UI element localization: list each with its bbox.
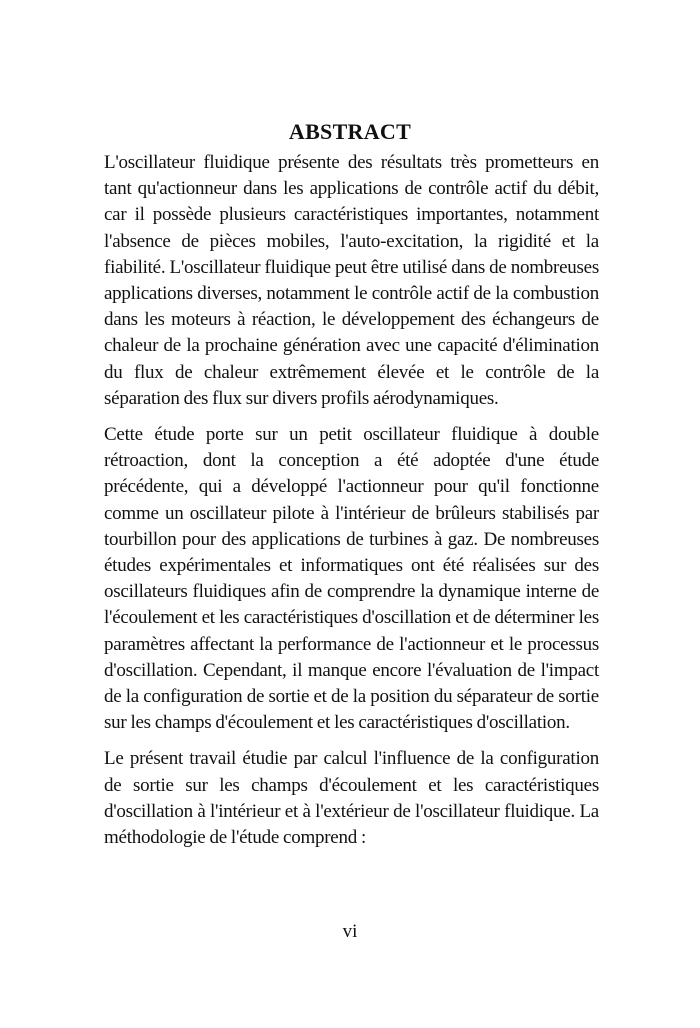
abstract-body	[104, 150, 599, 851]
page-number: vi	[342, 921, 358, 942]
paragraph-1: L'oscillateur fluidique présente des résultats très prometteurs en tant qu'actionneur dans les applications de contrôle actif du débit, car il possède plusieurs caractéristiques importantes, notamment l'absence de pièces mobiles, l'auto-excitation, la rigidité et la fiabilité. L'oscillateur fluidique peut être utilisé dans de nombreuses applications diverses, notamment le contrôle actif de la combustion dans les moteurs à réaction, le développement des échangeurs de chaleur de la prochaine génération avec une capacité d'élimination du flux de chaleur extrêmement élevée et le contrôle de la séparation des flux sur divers profils aérodynamiques.	[104, 152, 599, 409]
paragraph-2: Cette étude porte sur un petit oscillateur fluidique à double rétroaction, dont la conception a été adoptée d'une étude précédente, qui a développé l'actionneur pour qu'il fonctionne comme un oscillateur pilote à l'intérieur de brûleurs stabilisés par tourbillon pour des applications de turbines à gaz. De nombreuses études expérimentales et informatiques ont été réalisées sur des oscillateurs fluidiques afin de comprendre la dynamique interne de l'écoulement et les caractéristiques d'oscillation et de déterminer les paramètres affectant la performance de l'actionneur et le processus d'oscillation. Cependant, il manque encore l'évaluation de l'impact de la configuration de sortie et de la position du séparateur de sortie sur les champs d'écoulement et les caractéristiques d'oscillation.	[104, 424, 599, 734]
page-title: ABSTRACT	[288, 119, 412, 144]
paragraph-3: Le présent travail étudie par calcul l'influence de la configuration de sortie sur les champs d'écoulement et les caractéristiques d'oscillation à l'intérieur et à l'extérieur de l'oscillateur fluidique. La méthodologie de l'étude comprend :	[104, 748, 599, 849]
